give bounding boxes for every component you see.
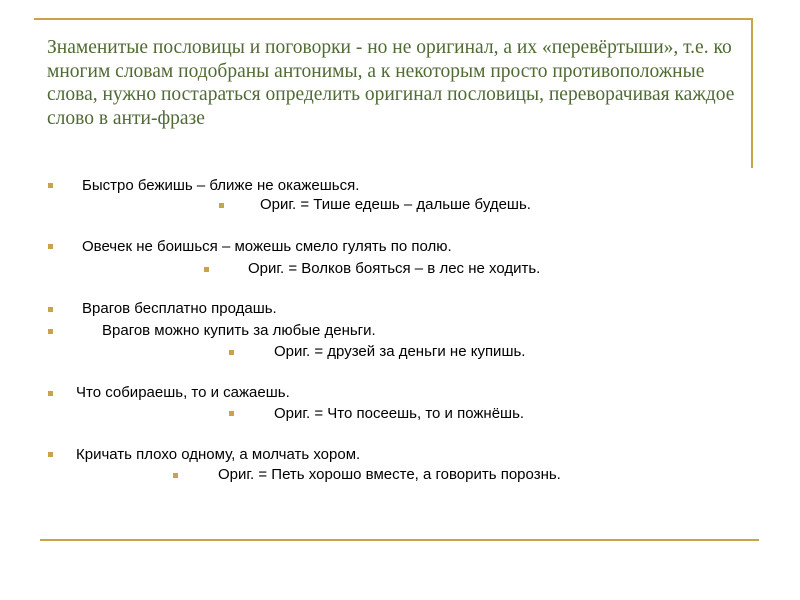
bullet-icon bbox=[48, 452, 53, 457]
bullet-icon bbox=[48, 244, 53, 249]
bullet-icon bbox=[173, 473, 178, 478]
list-item: Врагов бесплатно продашь. bbox=[82, 300, 277, 317]
bullet-icon bbox=[229, 350, 234, 355]
list-item: Быстро бежишь – ближе не окажешься. bbox=[82, 177, 360, 194]
bullet-icon bbox=[229, 411, 234, 416]
bullet-icon bbox=[48, 307, 53, 312]
list-item: Ориг. = Что посеешь, то и пожнёшь. bbox=[274, 405, 525, 422]
list-item: Ориг. = Тише едешь – дальше будешь. bbox=[260, 196, 531, 213]
list-item: Кричать плохо одному, а молчать хором. bbox=[76, 446, 361, 463]
list-item: Ориг. = Волков бояться – в лес не ходить. bbox=[248, 260, 541, 277]
list-item: Ориг. = Петь хорошо вместе, а говорить порознь. bbox=[218, 466, 561, 483]
list-item: Овечек не боишься – можешь смело гулять по полю. bbox=[82, 238, 452, 255]
bullet-icon bbox=[48, 391, 53, 396]
frame-bottom-line bbox=[40, 539, 759, 541]
slide-title: Знаменитые пословицы и поговорки - но не оригинал, а их «перевёртыши», т.е. ко многим словам подобраны антонимы, а к некоторым просто противоположные слова, нужно постараться определить оригинал пословицы, переворачивая каждое слово в анти-фразе bbox=[47, 37, 735, 129]
bullet-icon bbox=[48, 329, 53, 334]
list-item: Что собираешь, то и сажаешь. bbox=[76, 384, 290, 401]
frame-right-line bbox=[751, 18, 753, 168]
list-item: Ориг. = друзей за деньги не купишь. bbox=[274, 343, 526, 360]
bullet-icon bbox=[48, 183, 53, 188]
bullet-icon bbox=[204, 267, 209, 272]
list-item: Врагов можно купить за любые деньги. bbox=[102, 322, 376, 339]
frame-top-line bbox=[34, 18, 753, 20]
bullet-icon bbox=[219, 203, 224, 208]
